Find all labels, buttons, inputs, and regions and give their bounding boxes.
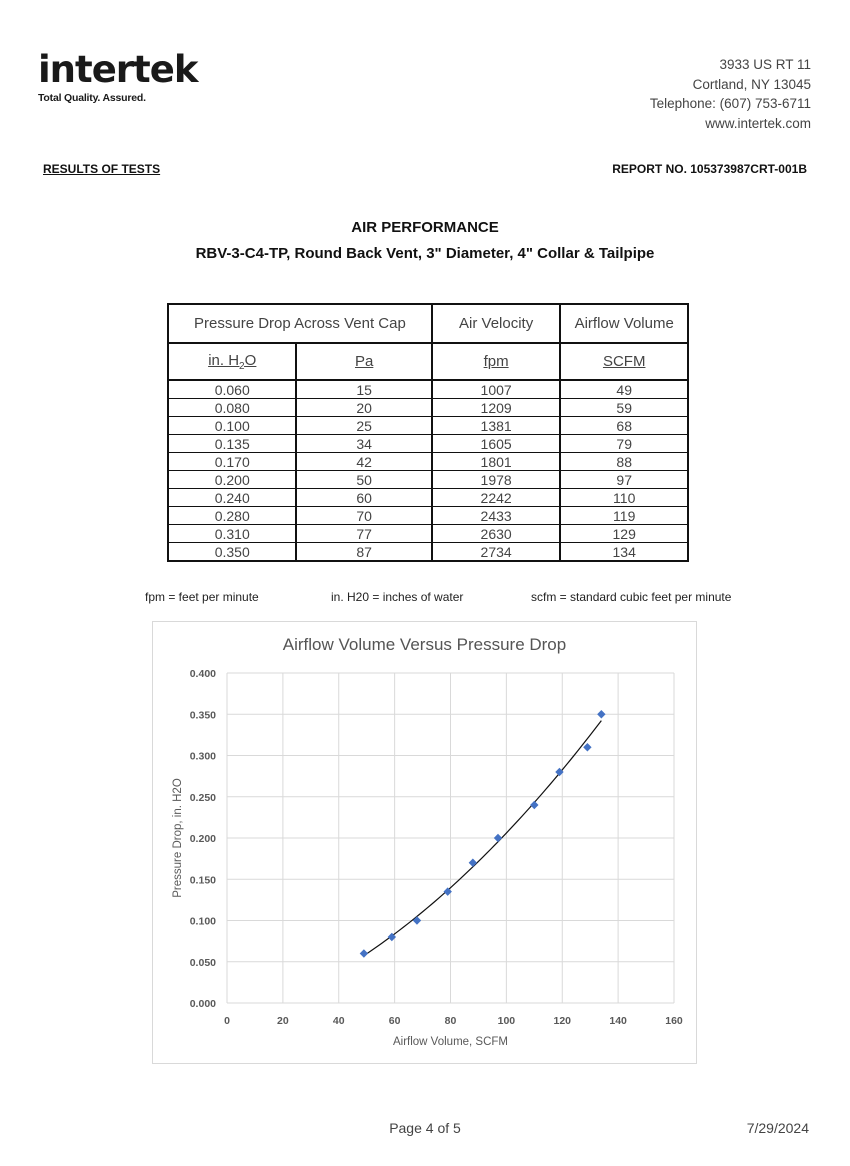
cell-pa: 77: [296, 525, 431, 543]
chart-title: Airflow Volume Versus Pressure Drop: [282, 635, 567, 654]
address-line: 3933 US RT 11: [719, 57, 811, 72]
data-point: [530, 801, 538, 809]
table-units-row: [168, 343, 688, 380]
report-date: 7/29/2024: [746, 1120, 809, 1136]
page-number: Page 4 of 5: [389, 1120, 461, 1136]
header-pressure-drop: Pressure Drop Across Vent Cap: [168, 304, 432, 343]
cell-pa: 20: [296, 399, 431, 417]
cell-fpm: 1209: [432, 399, 561, 417]
cell-pa: 42: [296, 453, 431, 471]
unit-in-h2o: [168, 343, 296, 380]
cell-pa: 25: [296, 417, 431, 435]
telephone-line: Telephone: (607) 753-6711: [649, 96, 811, 111]
product-title: RBV-3-C4-TP, Round Back Vent, 3" Diameter, 4" Collar & Tailpipe: [195, 245, 655, 262]
note-scfm: scfm = standard cubic feet per minute: [531, 590, 732, 604]
data-point: [597, 710, 605, 718]
y-axis-label: Pressure Drop, in. H2O: [172, 778, 184, 898]
x-tick-label: 100: [497, 1015, 516, 1027]
cell-fpm: 1978: [432, 471, 561, 489]
website-line: www.intertek.com: [705, 115, 811, 131]
table-row: [168, 399, 688, 417]
y-tick-label: 0.300: [189, 750, 216, 763]
table-row: [168, 471, 688, 489]
y-tick-label: 0.100: [189, 915, 216, 928]
table-row: [168, 543, 688, 562]
cell-fpm: 1801: [432, 453, 561, 471]
y-tick-label: 0.150: [189, 874, 216, 887]
logo-wordmark: intertek: [38, 48, 198, 91]
data-point: [413, 916, 421, 924]
unit-fpm: fpm: [432, 343, 561, 380]
x-tick-label: 40: [332, 1015, 345, 1027]
note-in-h2o: in. H20 = inches of water: [331, 590, 464, 604]
unit-in-h2o-text: in. $H_2O$: [208, 351, 257, 372]
cell-scfm: 129: [560, 525, 688, 543]
cell-scfm: 59: [560, 399, 688, 417]
x-tick-label: 80: [444, 1015, 457, 1027]
y-tick-label: 0.200: [189, 833, 216, 845]
table-row: [168, 489, 688, 507]
cell-pa: 34: [296, 435, 431, 453]
cell-in-h2o: 0.060: [168, 380, 296, 399]
cell-scfm: 88: [560, 453, 688, 471]
cell-in-h2o: 0.240: [168, 489, 296, 507]
note-fpm: fpm = feet per minute: [145, 590, 259, 604]
y-tick-label: 0.350: [189, 709, 216, 722]
section-title: AIR PERFORMANCE: [351, 219, 499, 236]
cell-fpm: 2734: [432, 543, 561, 562]
chart-container: [152, 621, 697, 1064]
cell-in-h2o: 0.310: [168, 525, 296, 543]
cell-pa: 15: [296, 380, 431, 399]
x-tick-label: 140: [609, 1015, 627, 1027]
y-tick-label: 0.000: [189, 998, 216, 1010]
table-row: [168, 507, 688, 525]
cell-scfm: 119: [560, 507, 688, 525]
cell-in-h2o: 0.350: [168, 543, 296, 562]
cell-in-h2o: 0.100: [168, 417, 296, 435]
y-tick-label: 0.400: [189, 668, 216, 680]
address-line: Cortland, NY 13045: [692, 76, 811, 92]
cell-fpm: 1007: [432, 380, 561, 399]
cell-scfm: 97: [560, 471, 688, 489]
table-row: [168, 453, 688, 471]
table-row: [168, 417, 688, 435]
cell-pa: 50: [296, 471, 431, 489]
x-tick-label: 120: [553, 1015, 572, 1027]
cell-pa: 70: [296, 507, 431, 525]
cell-fpm: 1605: [432, 435, 561, 453]
data-point: [583, 743, 591, 751]
air-performance-table: [167, 303, 689, 562]
cell-fpm: 2242: [432, 489, 561, 507]
table-row: [168, 525, 688, 543]
x-tick-label: 20: [277, 1015, 289, 1027]
cell-scfm: 134: [560, 543, 688, 562]
unit-pa: Pa: [296, 343, 431, 380]
x-tick-label: 160: [665, 1015, 683, 1027]
cell-fpm: 2433: [432, 507, 561, 525]
x-axis-label: Airflow Volume, SCFM: [392, 1036, 509, 1048]
data-point: [360, 949, 368, 957]
report-number: REPORT NO. 105373987CRT-001B: [612, 162, 807, 176]
unit-scfm: SCFM: [560, 343, 688, 380]
results-of-tests-label: RESULTS OF TESTS: [43, 162, 161, 176]
x-tick-label: 0: [224, 1015, 230, 1027]
y-tick-label: 0.250: [189, 791, 216, 804]
company-address: [650, 55, 811, 133]
cell-scfm: 79: [560, 435, 688, 453]
cell-in-h2o: 0.200: [168, 471, 296, 489]
table-row: [168, 435, 688, 453]
cell-scfm: 49: [560, 380, 688, 399]
cell-scfm: 68: [560, 417, 688, 435]
header-airflow-volume: Airflow Volume: [560, 304, 688, 343]
cell-in-h2o: 0.280: [168, 507, 296, 525]
logo-tagline: Total Quality. Assured.: [38, 92, 146, 104]
header-air-velocity: Air Velocity: [432, 304, 561, 343]
cell-pa: 87: [296, 543, 431, 562]
x-tick-label: 60: [388, 1015, 401, 1027]
data-point: [494, 834, 502, 842]
table-header-row: [168, 304, 688, 343]
intertek-logo: [38, 50, 197, 104]
cell-fpm: 2630: [432, 525, 561, 543]
data-point: [469, 859, 477, 867]
cell-scfm: 110: [560, 489, 688, 507]
cell-in-h2o: 0.170: [168, 453, 296, 471]
y-tick-label: 0.050: [189, 956, 216, 969]
cell-fpm: 1381: [432, 417, 561, 435]
table-row: [168, 380, 688, 399]
scatter-plot: [153, 622, 696, 1063]
cell-in-h2o: 0.080: [168, 399, 296, 417]
cell-in-h2o: 0.135: [168, 435, 296, 453]
cell-pa: 60: [296, 489, 431, 507]
